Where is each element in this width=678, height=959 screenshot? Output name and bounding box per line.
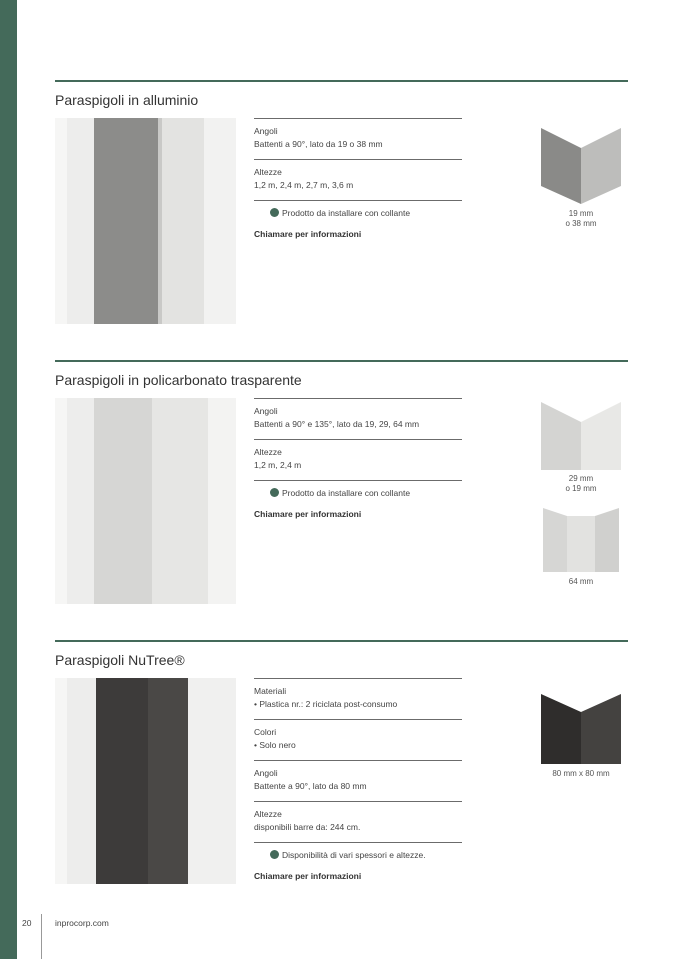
spec-row bbox=[254, 118, 462, 159]
spec-label: Angoli bbox=[254, 406, 278, 416]
bullet-dot-icon bbox=[270, 488, 279, 497]
section-title: Paraspigoli in alluminio bbox=[55, 92, 199, 108]
spec-value: Battenti a 90° e 135°, lato da 19, 29, 64 mm bbox=[254, 419, 420, 429]
spec-label: Angoli bbox=[254, 126, 278, 136]
section-rule bbox=[55, 640, 628, 642]
install-note bbox=[254, 480, 462, 505]
call-for-info: Chiamare per informazioni bbox=[254, 509, 362, 519]
dimension-line: o 38 mm bbox=[565, 219, 597, 228]
website-link[interactable]: inprocorp.com bbox=[55, 918, 109, 928]
note-text: Prodotto da installare con collante bbox=[282, 208, 411, 218]
dimension-label: 80 mm x 80 mm bbox=[552, 769, 610, 778]
spec-label: Altezze bbox=[254, 167, 282, 177]
spec-row bbox=[254, 760, 462, 801]
footer-divider bbox=[41, 914, 42, 959]
dimension-line: 29 mm bbox=[568, 474, 594, 483]
install-note bbox=[254, 200, 462, 225]
spec-row bbox=[254, 159, 462, 200]
spec-value: • Plastica nr.: 2 riciclata post-consumo bbox=[254, 699, 398, 709]
call-for-info: Chiamare per informazioni bbox=[254, 229, 362, 239]
spec-block bbox=[254, 398, 462, 519]
section-title: Paraspigoli NuTree® bbox=[55, 652, 185, 668]
section-title: Paraspigoli in policarbonato trasparente bbox=[55, 372, 302, 388]
spec-block bbox=[254, 118, 462, 239]
nutree-profile-icon bbox=[539, 692, 623, 766]
spec-row bbox=[254, 719, 462, 760]
aluminium-product-photo bbox=[55, 118, 236, 324]
note-text: Prodotto da installare con collante bbox=[282, 488, 411, 498]
polycarbonate-90-profile-icon bbox=[539, 400, 623, 472]
aluminium-profile-icon bbox=[539, 126, 623, 206]
left-accent-bar bbox=[0, 0, 17, 959]
spec-value: disponibili barre da: 244 cm. bbox=[254, 822, 361, 832]
bullet-dot-icon bbox=[270, 850, 279, 859]
page-number: 20 bbox=[22, 918, 32, 928]
spec-row bbox=[254, 398, 462, 439]
bullet-dot-icon bbox=[270, 208, 279, 217]
dimension-label bbox=[549, 474, 613, 494]
dimension-line: 19 mm bbox=[568, 209, 594, 218]
polycarbonate-product-photo bbox=[55, 398, 236, 604]
spec-value: 1,2 m, 2,4 m bbox=[254, 460, 302, 470]
dimension-line: o 19 mm bbox=[565, 484, 597, 493]
spec-label: Altezze bbox=[254, 809, 282, 819]
spec-row bbox=[254, 439, 462, 480]
spec-row bbox=[254, 801, 462, 842]
spec-label: Angoli bbox=[254, 768, 278, 778]
spec-row bbox=[254, 678, 462, 719]
spec-label: Altezze bbox=[254, 447, 282, 457]
dimension-label: 64 mm bbox=[568, 577, 594, 586]
section-rule bbox=[55, 360, 628, 362]
spec-value: Battenti a 90°, lato da 19 o 38 mm bbox=[254, 139, 383, 149]
spec-value: Battente a 90°, lato da 80 mm bbox=[254, 781, 367, 791]
spec-label: Colori bbox=[254, 727, 277, 737]
spec-value: 1,2 m, 2,4 m, 2,7 m, 3,6 m bbox=[254, 180, 354, 190]
dimension-label bbox=[549, 209, 613, 229]
spec-label: Materiali bbox=[254, 686, 287, 696]
note-text: Disponibilità di vari spessori e altezze. bbox=[282, 850, 426, 860]
polycarbonate-135-profile-icon bbox=[541, 506, 621, 574]
spec-block bbox=[254, 678, 462, 881]
call-for-info: Chiamare per informazioni bbox=[254, 871, 362, 881]
availability-note bbox=[254, 842, 462, 867]
section-rule bbox=[55, 80, 628, 82]
nutree-product-photo bbox=[55, 678, 236, 884]
spec-value: • Solo nero bbox=[254, 740, 296, 750]
